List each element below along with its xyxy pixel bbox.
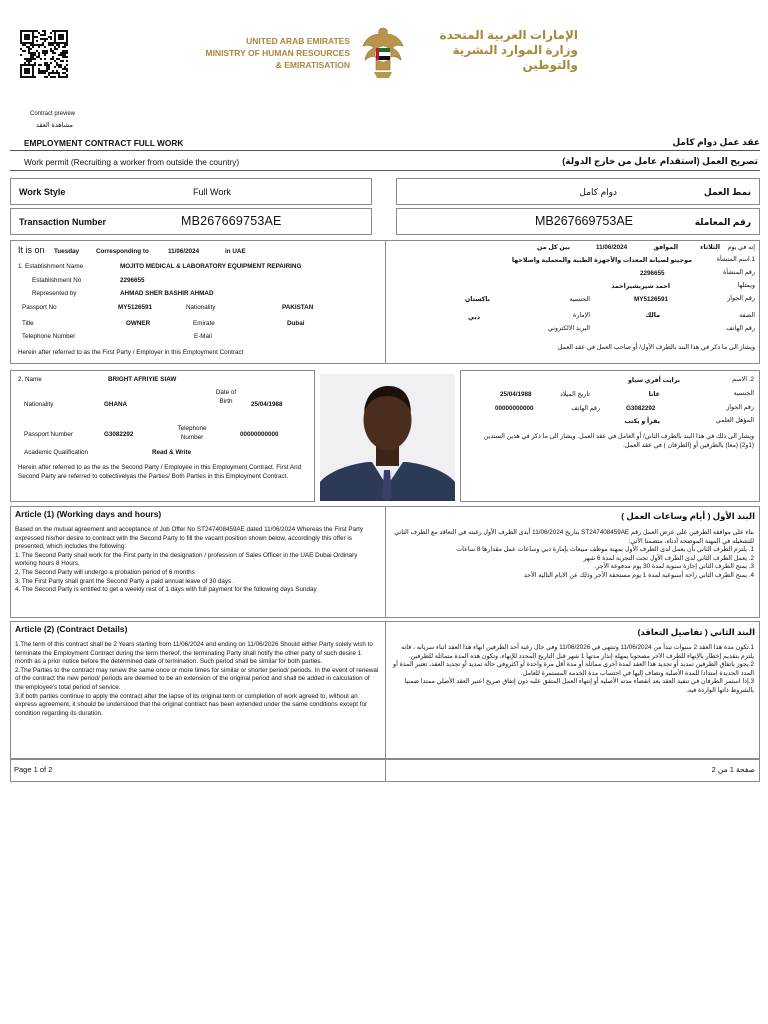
in-uae: in UAE — [225, 248, 246, 255]
page-number-ar: صفحة 1 من 2 — [711, 765, 755, 774]
ar-sp-acad-label: المؤهل العلمي — [715, 417, 754, 424]
sp-acad: Read & Write — [152, 449, 192, 456]
corresponding: Corresponding to — [96, 248, 149, 255]
ar-sp-nat-label: الجنسية — [733, 390, 754, 397]
ar-sp-pass: G3082292 — [626, 405, 656, 412]
ar-title: مالك — [645, 312, 660, 319]
article1-item4-ar: 4. يمنح الطرف الثاني راحة أسبوعية لمدة 1 يوم مستحقة الأجر وذلك عن الايام التالية الأحد — [523, 571, 754, 579]
ministry-line2: MINISTRY OF HUMAN RESOURCES — [205, 48, 350, 58]
ar-estno-label: رقم المنشأة — [722, 269, 755, 276]
sp-nat-label: Nationality — [24, 401, 54, 408]
article2-title-ar: البند الثاني ( تفاصيل التعاقد) — [637, 627, 755, 637]
transaction-ar-box — [396, 208, 760, 235]
article1-title-ar: البند الأول ( أيام وساعات العمل ) — [621, 511, 755, 521]
ar-sp-tel: 00000000000 — [495, 405, 534, 412]
article2-item2-ar: 2.يجوز باتفاق الطرفين تمديد أو تجديد هذا العقد لمدة أخرى مماثلة أو مدة أقل مرة واحدة أو اكثروفي حالة تمديد أو تجديد العقد، تعتبر المدة أو المدد الجديدة امتدادا للمدة الأصلية وتضاف إليها في احتساب مدة الخدمة المستمرة للعامل. — [393, 661, 754, 677]
ar-emirate: دبي — [468, 314, 480, 321]
ar-nat-label: الجنسية — [569, 296, 590, 303]
work-style-label: Work Style — [19, 187, 66, 197]
qr-caption-ar: مشاهدة العقد — [36, 122, 73, 129]
est-name: MOJITO MEDICAL & LABORATORY EQUIPMENT REPAIRING — [120, 263, 302, 270]
article2-item2-en: 2.The Parties to the contract may renew the same once or more times for similar or shorter period/ periods. In the event of renewal of the contract the new period/ periods are deemed to be an extension of the original period and shall be added in calculation of the employee's total period of service. — [15, 666, 379, 691]
work-style-en-box — [10, 178, 372, 205]
sp-pass-label: Passport Number — [24, 431, 73, 438]
passport: MY5126591 — [118, 304, 152, 311]
article2-body-en — [15, 641, 379, 718]
article2-title-en: Article (2) (Contract Details) — [15, 624, 128, 634]
article1-title-en: Article (1) (Working days and hours) — [15, 509, 162, 519]
article2-item1-ar: 1.تكون مدة هذا العقد 2 سنوات تبدأ من 11/06/2024 وتنتهي في 11/06/2026 وفي حال رغبة أحد الطرفين انهاء هذا العقد اثناء سريانه ، فانه يلتزم بتقديم إخطار بالإنهاء للطرف الآخر مصحوبا بمهلة إنذار مدتها 1 شهر قبل التاريخ المحدد للإنهاء، وتكون هذه المدة متماثلة للطرفين. — [401, 644, 754, 660]
ar-phone-label: رقم الهاتف — [726, 325, 755, 332]
ministry-line1: UNITED ARAB EMIRATES — [246, 36, 350, 46]
employee-photo — [320, 374, 455, 501]
ministry-name-en — [188, 35, 350, 71]
ar-sp-nat: غانا — [648, 391, 660, 398]
article1-item1-en: 1. The Second Party shall work for the First party in the designation / profession of Sales Officer in the UAE Dubai Ordinary working hours 8 Hours. — [15, 551, 358, 568]
page-number-en: Page 1 of 2 — [14, 765, 53, 774]
article1-body-en — [15, 526, 379, 595]
ar-sp-pass-label: رقم الجواز — [726, 404, 754, 411]
ar-sp-name-label: 2. الاسم — [732, 376, 754, 383]
ministry-ar-line1: الإمارات العربية المتحدة — [439, 28, 578, 42]
rep: AHMAD SHER BASHIR AHMAD — [120, 290, 214, 297]
sp-herein: Herein after referred to as the as the Second Party / Employee in this Employment Contract. First And Second Party are referred to collectivelyas the Parties/ Both Parties in this Employment Contract. — [18, 464, 302, 480]
work-style-value: Full Work — [193, 187, 231, 197]
article1-intro-ar: بناء على موافقة الطرفين على عرض العمل رقم ST247408459AE بتاريخ 11/06/2024 أبدى الطرف الأول رغبته في التعاقد مع الطرف الثاني للتشغيلة في المهنة الموضحة أدناه، متضمنا الآتي: — [394, 529, 754, 545]
day: Tuesday — [54, 248, 80, 255]
ar-emirate-label: الإمارة — [573, 312, 590, 319]
article2-item3-en: 3.If both parties continue to apply the contract after the lapse of its original term or completion of work agreed to, without an express agreement, it should be understood that the original contract has been extended under the same conditions except for condition regarding its duration. — [15, 692, 368, 717]
first-party-herein: Herein after referred to as the First Party / Employer in this Employment Contract — [18, 349, 244, 356]
ar-email-label: البريد الالكتروني — [547, 325, 590, 332]
ar-sp-dob-label: تاريخ الميلاد — [559, 391, 590, 398]
passport-label: Passport No — [22, 304, 57, 311]
ar-est-label: 1.اسم المنشأة — [716, 256, 755, 263]
ministry-ar-line3: والتوطين — [522, 58, 578, 72]
transaction-value: MB267669753AE — [181, 214, 282, 228]
article1-item3-en: 3. The First Party shall grant the Second Party a paid annual leave of 30 days . — [15, 577, 235, 585]
transaction-en-box — [10, 208, 372, 235]
article2-item1-en: 1.The term of this contract shall be 2 Years starting from 11/06/2024 and ending on 11/06/2026 Should either Party solely wish to terminate the Employment Contract during the term thereof, the terminating Party shall notify the other party of such desire 1 month as a prior notice before the determined date of termination. Such period shall be similar for both parties. — [15, 641, 373, 666]
article2-body-ar — [390, 644, 754, 696]
ar-sp-dob: 25/04/1988 — [500, 391, 532, 398]
transaction-value-ar: MB267669753AE — [535, 214, 633, 228]
sp-pass: G3082292 — [104, 431, 134, 438]
ar-first-party-herein: ويشار الى ما ذكر في هذا البند بالطرف الأول/ أو صاحب العمل في عقد العمل — [557, 344, 755, 351]
article1-item1-ar: 1. يلتزم الطرف الثاني بأن يعمل لدى الطرف الأول بمهنة موظف مبيعات بإمارة دبي وساعات عمل مقدارها 8 ساعات — [456, 546, 754, 554]
article2-item3-ar: 3.إذا استمر الطرفان في تنفيذ العقد بعد انقضاء مدته الأصلية أو إنتهاء العمل المتفق عليه دون إتفاق صريح اعتبر العقد الأصلي ممتدا ضمنيا بالشروط ذاتها الواردة فيه. — [404, 678, 754, 694]
ar-sp-acad: يقرأ و يكتب — [624, 418, 660, 425]
ar-title-label: الصفة — [739, 312, 755, 319]
article1-item2-ar: 2. يعمل الطرف الثاني لدى الطرف الأول تحت التجربة لمدة 6 شهر — [583, 554, 754, 562]
sp-name-label: 2. Name — [18, 376, 42, 383]
article1-item3-ar: 3. يمنح الطرف الثاني إجازة سنوية لمدة 30 يوم مدفوعة الأجر. — [594, 563, 754, 571]
ar-day: الثلاثاء — [700, 244, 720, 251]
phone-label: Telephone Number — [22, 333, 76, 340]
sp-dob: 25/04/1988 — [251, 401, 283, 408]
permit-en: Work permit (Recruiting a worker from outside the country) — [24, 157, 240, 167]
sp-tel-label: Telephone Number — [177, 425, 207, 441]
est-no-label: Establishment No — [32, 277, 82, 284]
ar-sp-name: برايت أفري سياو — [628, 377, 680, 384]
est-no: 2296655 — [120, 277, 145, 284]
nationality-label: Nationality — [186, 304, 216, 311]
ar-pass-label: رقم الجواز — [727, 295, 755, 302]
ar-estno: 2296655 — [640, 270, 665, 277]
rep-label: Represented by — [32, 290, 77, 297]
sp-tel: 00000000000 — [240, 431, 279, 438]
qr-code — [20, 30, 66, 102]
ar-it-is-on: إنه في يوم — [727, 244, 755, 251]
ar-pass: MY5126591 — [634, 296, 668, 303]
ar-rep-label: ويمثلها — [737, 282, 755, 289]
work-style-ar-box — [396, 178, 760, 205]
ministry-ar-line2: وزارة الموارد البشرية — [452, 43, 578, 57]
ar-date: 11/06/2024 — [596, 244, 628, 251]
ar-rep: احمد شيربشيراحمد — [611, 283, 670, 290]
article1-item2-en: 2. The Second Party will undergo a probation period of 6 months — [15, 568, 195, 576]
email-label: E-Mail — [194, 333, 212, 340]
uae-eagle-emblem-icon — [360, 24, 406, 82]
contract-type-ar: عقد عمل دوام كامل — [672, 137, 760, 147]
ar-sp-herein: ويشار الى ذلك في هذا البند بالطرف الثاني/ أو العامل في عقد العمل. ويشار الى ما ذكر في هذين السندين (1و2) (معا) بالطرفين أو (الطرفان ) في عقد العمل. — [483, 433, 754, 449]
ministry-name-ar — [408, 28, 578, 73]
ar-est: موجيتو لصيانة المعدات والأجهزة الطبية والمعملية واصلاحها — [511, 257, 692, 264]
work-style-label-ar: نمط العمل — [703, 187, 751, 197]
transaction-label: Transaction Number — [19, 217, 107, 227]
sp-nat: GHANA — [104, 401, 128, 408]
sp-acad-label: Academic Qualification — [24, 449, 89, 456]
date: 11/06/2024 — [168, 248, 200, 255]
ar-between: بين كل من — [537, 244, 570, 251]
ar-sp-tel-label: رقم الهاتف — [571, 405, 600, 412]
ar-corr: الموافق — [653, 244, 678, 251]
qr-caption-en: Contract preview — [30, 111, 76, 117]
title: OWNER — [126, 320, 151, 327]
article1-body-ar — [390, 529, 754, 581]
sp-dob-label: Date of Birth — [215, 389, 237, 405]
it-is-on: It is on — [18, 245, 45, 255]
permit-ar: تصريح العمل (استقدام عامل من خارج الدولة) — [562, 156, 758, 166]
nationality: PAKISTAN — [282, 304, 314, 311]
work-style-value-ar: دوام كامل — [579, 187, 617, 197]
title-label: Title — [22, 320, 34, 327]
emirate-label: Emirate — [193, 320, 215, 327]
sp-name: BRIGHT AFRIYIE SIAW — [108, 376, 177, 383]
est-name-label: 1. Establishment Name — [18, 263, 84, 270]
article1-intro-en: Based on the mutual agreement and acceptance of Job Offer No ST247408459AE dated 11/06/2024 Whereas the First Party expressed his/her desire to contract with the Second Party to fill the vacant position shown below, accordingly this offer is presented, which includes the following: — [15, 526, 364, 551]
transaction-label-ar: رقم المعاملة — [694, 217, 751, 227]
ar-nat: باكستان — [464, 296, 490, 303]
ministry-line3: & EMIRATISATION — [275, 60, 350, 70]
contract-type-en: EMPLOYMENT CONTRACT FULL WORK — [24, 138, 184, 148]
emirate: Dubai — [287, 320, 305, 327]
article1-item4-en: 4. The Second Party is entitled to get a weekly rest of 1 days with full payment for the following days Sunday — [15, 586, 317, 594]
